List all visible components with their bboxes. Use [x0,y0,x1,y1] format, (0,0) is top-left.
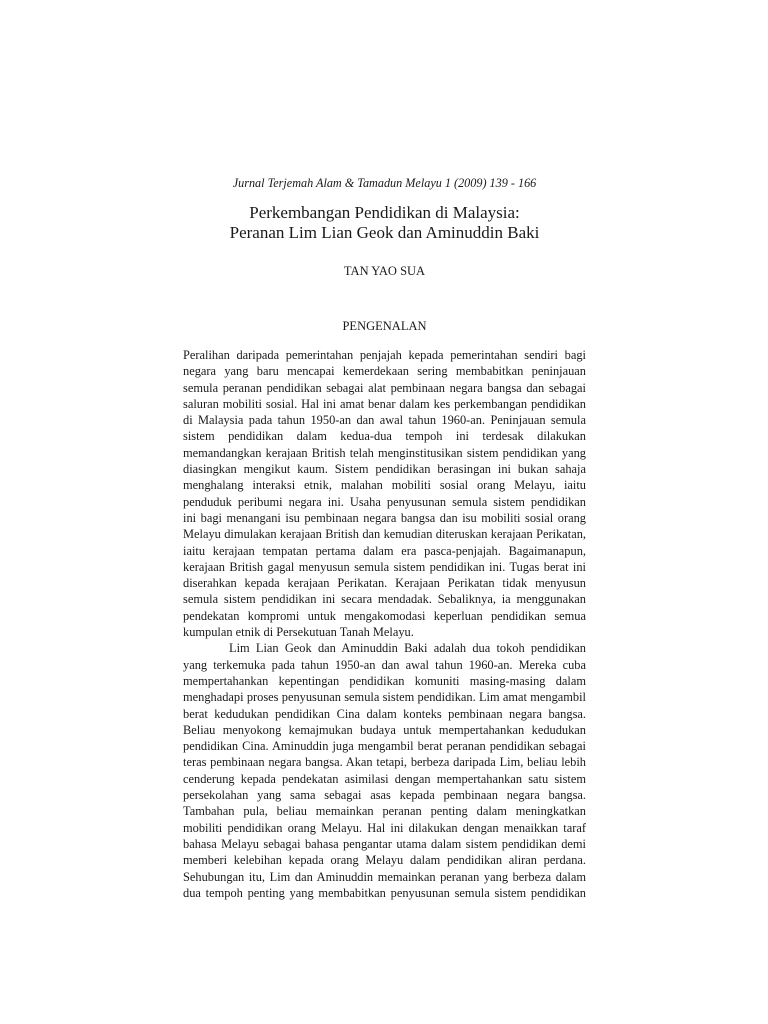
text-line: Tambahan pula, beliau memainkan peranan penting dalam meningkatkan [183,804,586,819]
text-line: kerajaan British gagal menyusun semula sistem pendidikan ini. Tugas berat ini [183,559,586,574]
text-line: negara yang baru mencapai kemerdekaan sering membabitkan peninjauan [183,364,586,379]
text-line: memberi kelebihan kepada orang Melayu dalam pendidikan aliran perdana. [183,853,586,868]
text-line: diserahkan kepada kerajaan Perikatan. Kerajaan Perikatan tidak menyusun [183,576,586,591]
text-line: di Malaysia pada tahun 1950-an dan awal tahun 1960-an. Peninjauan semula [183,413,586,428]
text-line: sistem pendidikan dalam kedua-dua tempoh ini terdesak dilakukan [183,429,586,444]
text-line: semula sistem pendidikan ini secara mendadak. Sebaliknya, ia menggunakan [183,592,586,607]
text-line: ini bagi menangani isu pembinaan negara bangsa dan isu mobiliti sosial orang [183,510,586,525]
text-line: menghadapi proses penyusunan semula sistem pendidikan. Lim amat mengambil [183,690,586,705]
text-line: Melayu dimulakan kerajaan British dan kemudian diteruskan kerajaan Perikatan, [183,527,586,542]
text-line: bahasa Melayu sebagai bahasa pengantar utama dalam sistem pendidikan demi [183,836,586,851]
text-line: kumpulan etnik di Persekutuan Tanah Melayu. [183,625,414,640]
text-line: cenderung kepada pendekatan asimilasi dengan mempertahankan satu sistem [183,771,586,786]
text-line: mempertahankan kepentingan pendidikan komuniti masing-masing dalam [183,673,586,688]
text-line: persekolahan yang sama sebagai asas kepada pembinaan negara bangsa. [183,788,586,803]
text-line: teras pembinaan negara bangsa. Akan tetapi, berbeza daripada Lim, beliau lebih [183,755,586,770]
body-text [183,347,586,901]
text-line: Sehubungan itu, Lim dan Aminuddin memainkan peranan yang berbeza dalam [183,869,586,884]
text-line: dua tempoh penting yang membabitkan penyusunan semula sistem pendidikan [183,885,586,900]
text-line: pendidikan Cina. Aminuddin juga mengambil berat peranan pendidikan sebagai [183,739,586,754]
author-name: TAN YAO SUA [343,264,426,278]
section-heading: PENGENALAN [342,319,427,333]
text-line: Lim Lian Geok dan Aminuddin Baki adalah dua tokoh pendidikan [229,641,586,656]
text-line: penduduk peribumi negara ini. Usaha penyusunan semula sistem pendidikan [183,494,586,509]
article-title [183,203,586,243]
text-line: mobiliti pendidikan orang Melayu. Hal ini dilakukan dengan menaikkan taraf [183,820,586,835]
text-line: yang terkemuka pada tahun 1950-an dan awal tahun 1960-an. Mereka cuba [183,657,586,672]
text-line: diasingkan mengikut kaum. Sistem pendidikan berasingan ini bukan sahaja [183,462,586,477]
text-line: iaitu kerajaan tempatan pertama dalam era pasca-penjajah. Bagaimanapun, [183,543,586,558]
journal-citation: Jurnal Terjemah Alam & Tamadun Melayu 1 (2009) 139 - 166 [232,176,537,190]
text-line: memandangkan kerajaan British telah menginstitusikan sistem pendidikan yang [183,445,586,460]
text-line: saluran mobiliti sosial. Hal ini amat benar dalam kes perkembangan pendidikan [183,396,586,411]
text-line: berat kedudukan pendidikan Cina dalam konteks pembinaan negara bangsa. [183,706,586,721]
title-line-2: Peranan Lim Lian Geok dan Aminuddin Baki [229,223,540,242]
text-line: Peralihan daripada pemerintahan penjajah kepada pemerintahan sendiri bagi [183,348,586,362]
text-line: semula peranan pendidikan sebagai alat pembinaan negara bangsa dan sebagai [183,380,586,395]
text-line: Beliau menyokong kemajmukan budaya untuk mempertahankan kedudukan [183,722,586,737]
text-line: pendekatan kompromi untuk mengakomodasi keperluan pendidikan semua [183,608,586,623]
title-line-1: Perkembangan Pendidikan di Malaysia: [249,203,520,222]
text-line: menghalang interaksi etnik, malahan mobiliti sosial orang Melayu, iaitu [183,478,586,493]
